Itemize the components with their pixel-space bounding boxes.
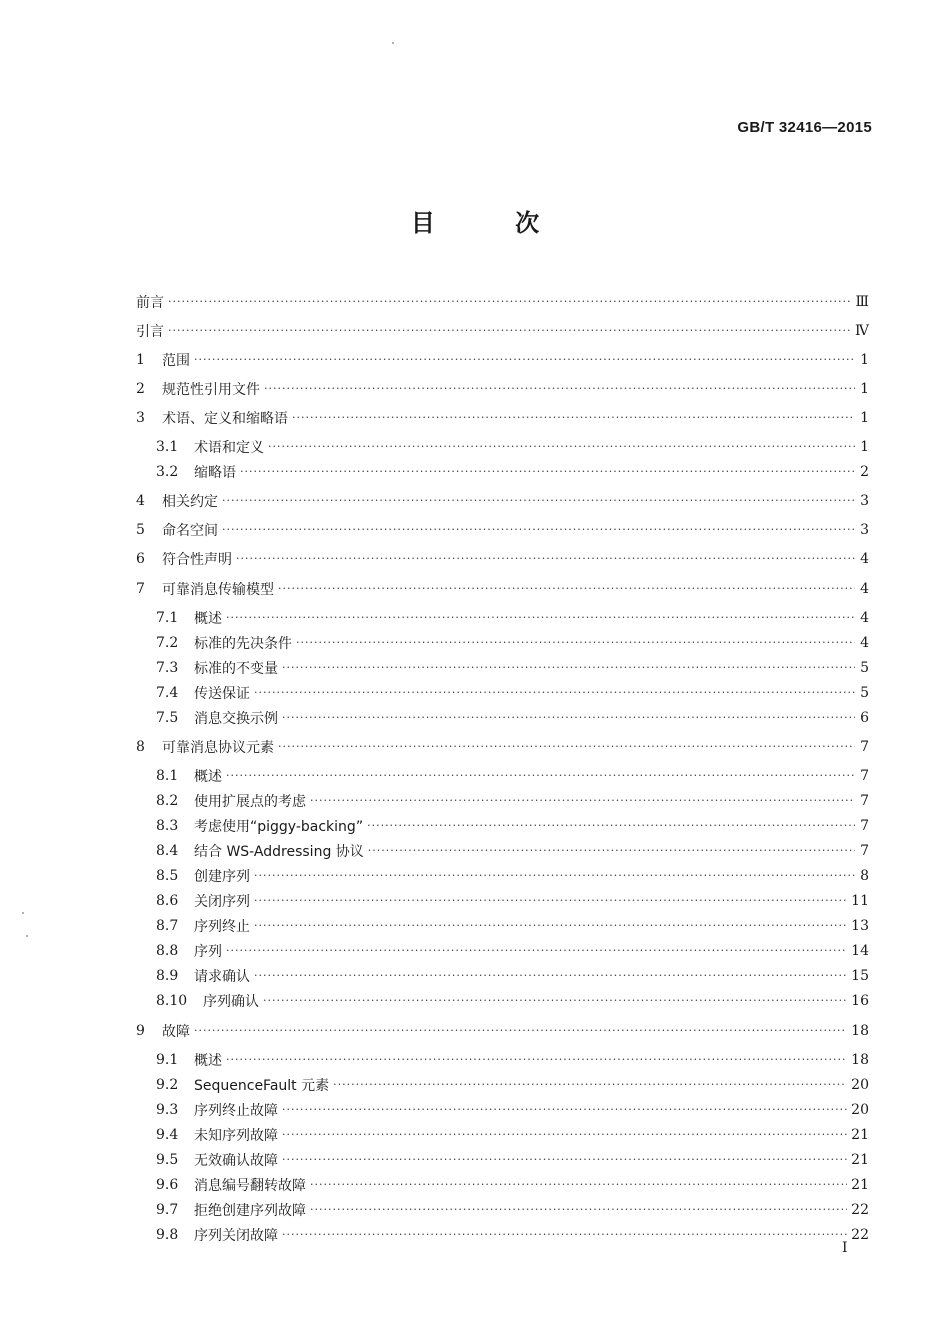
toc-entry-page: 5 bbox=[860, 685, 869, 701]
toc-entry-page: 11 bbox=[851, 893, 869, 909]
toc-entry-label: 关闭序列 bbox=[194, 894, 250, 910]
toc-entry-label: 概述 bbox=[194, 611, 222, 627]
toc-leader-dots bbox=[222, 523, 855, 536]
toc-entry-label: 序列终止 bbox=[194, 919, 250, 935]
toc-leader-dots bbox=[263, 994, 847, 1007]
toc-entry-label: 标准的先决条件 bbox=[194, 636, 292, 652]
toc-entry-page: 14 bbox=[851, 943, 869, 959]
toc-entry-number: 3.1 bbox=[156, 439, 179, 455]
toc-entry-page: 16 bbox=[851, 993, 869, 1009]
toc-leader-dots bbox=[254, 894, 847, 907]
toc-entry-page: 4 bbox=[860, 551, 869, 567]
toc-entry[interactable] bbox=[156, 1174, 869, 1196]
toc-entry-page: 3 bbox=[860, 493, 869, 509]
toc-entry-label: 考虑使用“piggy-backing” bbox=[194, 819, 364, 835]
toc-leader-dots bbox=[282, 1128, 847, 1141]
toc-entry-label: 消息交换示例 bbox=[194, 711, 278, 727]
toc-entry-page: 4 bbox=[860, 635, 869, 651]
toc-entry-page: 1 bbox=[860, 381, 869, 397]
toc-entry-number: 9.5 bbox=[156, 1152, 179, 1168]
toc-entry-page: 7 bbox=[860, 739, 869, 755]
toc-entry-label: 拒绝创建序列故障 bbox=[194, 1203, 306, 1219]
toc-entry-number: 7.2 bbox=[156, 635, 179, 651]
toc-leader-dots bbox=[240, 465, 855, 478]
page-number: I bbox=[842, 1240, 848, 1256]
toc-entry-number: 8.6 bbox=[156, 893, 179, 909]
toc-leader-dots bbox=[310, 794, 855, 807]
toc-entry-label: 结合 WS-Addressing 协议 bbox=[194, 844, 364, 860]
toc-entry[interactable] bbox=[136, 578, 869, 600]
scan-speck bbox=[392, 42, 394, 44]
toc-entry-label: 前言 bbox=[136, 295, 164, 311]
scan-speck bbox=[26, 935, 28, 937]
toc-entry[interactable] bbox=[136, 736, 869, 758]
toc-leader-dots bbox=[296, 636, 855, 649]
toc-entry[interactable] bbox=[156, 965, 869, 987]
toc-entry-page: 7 bbox=[860, 768, 869, 784]
toc-entry[interactable] bbox=[136, 378, 869, 400]
toc-entry-number: 9.4 bbox=[156, 1127, 179, 1143]
toc-entry-page: 18 bbox=[851, 1052, 869, 1068]
toc-entry[interactable] bbox=[156, 1074, 869, 1096]
toc-leader-dots bbox=[282, 711, 855, 724]
toc-leader-dots bbox=[264, 382, 855, 395]
toc-entry-page: 4 bbox=[860, 581, 869, 597]
toc-entry-page: 4 bbox=[860, 610, 869, 626]
toc-entry-page: 1 bbox=[860, 410, 869, 426]
toc-entry-label: 无效确认故障 bbox=[194, 1153, 278, 1169]
toc-leader-dots bbox=[222, 494, 855, 507]
toc-entry-number: 2 bbox=[136, 381, 145, 397]
toc-entry[interactable] bbox=[156, 1099, 869, 1121]
toc-entry-page: 7 bbox=[860, 793, 869, 809]
toc-entry-page: 22 bbox=[851, 1227, 869, 1243]
toc-entry-number: 8 bbox=[136, 739, 145, 755]
toc-entry-number: 9.6 bbox=[156, 1177, 179, 1193]
toc-entry-page: Ⅳ bbox=[855, 323, 869, 339]
toc-entry[interactable] bbox=[156, 815, 869, 837]
toc-entry-label: 序列确认 bbox=[203, 994, 259, 1010]
toc-entry-number: 7 bbox=[136, 581, 145, 597]
toc-leader-dots bbox=[254, 869, 855, 882]
toc-leader-dots bbox=[226, 1053, 847, 1066]
toc-entry-page: 20 bbox=[851, 1077, 869, 1093]
toc-entry-label: 术语和定义 bbox=[194, 440, 264, 456]
toc-entry-label: 请求确认 bbox=[194, 969, 250, 985]
page-title: 目 次 bbox=[410, 209, 576, 237]
toc-entry-number: 4 bbox=[136, 493, 145, 509]
toc-entry-page: 21 bbox=[851, 1152, 869, 1168]
toc-entry-label: 序列 bbox=[194, 944, 222, 960]
toc-entry-label: 范围 bbox=[162, 353, 190, 369]
toc-leader-dots bbox=[310, 1178, 847, 1191]
toc-entry[interactable] bbox=[156, 1149, 869, 1171]
toc-leader-dots bbox=[226, 944, 847, 957]
toc-entry-label: SequenceFault 元素 bbox=[194, 1078, 330, 1094]
toc-entry-number: 8.8 bbox=[156, 943, 179, 959]
toc-entry-page: 8 bbox=[860, 868, 869, 884]
toc-leader-dots bbox=[368, 844, 855, 857]
toc-entry[interactable] bbox=[136, 320, 869, 342]
toc-entry[interactable] bbox=[136, 490, 869, 512]
toc-entry[interactable] bbox=[156, 915, 869, 937]
toc-entry-page: 6 bbox=[860, 710, 869, 726]
toc-leader-dots bbox=[282, 1103, 847, 1116]
toc-leader-dots bbox=[254, 686, 855, 699]
toc-leader-dots bbox=[254, 969, 847, 982]
toc-leader-dots bbox=[268, 440, 855, 453]
toc-entry-page: 1 bbox=[860, 439, 869, 455]
toc-entry[interactable] bbox=[136, 291, 869, 313]
toc-entry-number: 5 bbox=[136, 522, 145, 538]
toc-entry-number: 7.1 bbox=[156, 610, 179, 626]
toc-entry-page: 21 bbox=[851, 1177, 869, 1193]
toc-entry-label: 标准的不变量 bbox=[194, 661, 278, 677]
toc-entry-label: 消息编号翻转故障 bbox=[194, 1178, 306, 1194]
toc-entry-number: 8.10 bbox=[156, 993, 188, 1009]
toc-entry-label: 规范性引用文件 bbox=[162, 382, 260, 398]
toc-entry-number: 8.1 bbox=[156, 768, 179, 784]
toc-entry[interactable] bbox=[136, 519, 869, 541]
toc-entry[interactable] bbox=[156, 765, 869, 787]
toc-leader-dots bbox=[282, 1228, 847, 1241]
toc-entry[interactable] bbox=[156, 1124, 869, 1146]
toc-leader-dots bbox=[278, 740, 855, 753]
toc-entry-number: 8.9 bbox=[156, 968, 179, 984]
toc-entry-label: 创建序列 bbox=[194, 869, 250, 885]
toc-entry[interactable] bbox=[156, 657, 869, 679]
toc-entry[interactable] bbox=[156, 1049, 869, 1071]
toc-entry-number: 8.5 bbox=[156, 868, 179, 884]
toc-entry-number: 8.7 bbox=[156, 918, 179, 934]
toc-entry-label: 故障 bbox=[162, 1024, 190, 1040]
toc-leader-dots bbox=[236, 552, 855, 565]
toc-entry-number: 7.3 bbox=[156, 660, 179, 676]
toc-entry[interactable] bbox=[156, 1224, 869, 1246]
scan-speck bbox=[22, 912, 24, 914]
toc-entry-page: 3 bbox=[860, 522, 869, 538]
toc-entry-number: 6 bbox=[136, 551, 145, 567]
toc-entry-number: 9.7 bbox=[156, 1202, 179, 1218]
toc-leader-dots bbox=[278, 582, 855, 595]
toc-entry[interactable] bbox=[156, 461, 869, 483]
toc-entry-page: 15 bbox=[851, 968, 869, 984]
toc-entry[interactable] bbox=[136, 1020, 869, 1042]
toc-entry-page: 1 bbox=[860, 352, 869, 368]
toc-entry-number: 8.4 bbox=[156, 843, 179, 859]
toc-entry-number: 9 bbox=[136, 1023, 145, 1039]
toc-entry-number: 1 bbox=[136, 352, 145, 368]
toc-entry-page: 21 bbox=[851, 1127, 869, 1143]
toc-entry[interactable] bbox=[156, 707, 869, 729]
toc-entry-number: 9.8 bbox=[156, 1227, 179, 1243]
toc-entry-label: 序列终止故障 bbox=[194, 1103, 278, 1119]
toc-leader-dots bbox=[292, 411, 855, 424]
toc-entry-label: 序列关闭故障 bbox=[194, 1228, 278, 1244]
toc-entry-page: 2 bbox=[860, 464, 869, 480]
toc-entry-number: 3.2 bbox=[156, 464, 179, 480]
toc-entry-label: 传送保证 bbox=[194, 686, 250, 702]
toc-entry-page: 7 bbox=[860, 818, 869, 834]
toc-entry-label: 符合性声明 bbox=[162, 552, 232, 568]
toc-leader-dots bbox=[168, 324, 851, 337]
toc-entry-label: 使用扩展点的考虑 bbox=[194, 794, 306, 810]
toc-entry-label: 相关约定 bbox=[162, 494, 218, 510]
toc-entry-number: 9.2 bbox=[156, 1077, 179, 1093]
toc-entry-label: 可靠消息传输模型 bbox=[162, 582, 274, 598]
toc-leader-dots bbox=[194, 1024, 847, 1037]
toc-entry-label: 术语、定义和缩略语 bbox=[162, 411, 288, 427]
toc-leader-dots bbox=[282, 661, 855, 674]
toc-entry-label: 可靠消息协议元素 bbox=[162, 740, 274, 756]
toc-entry[interactable] bbox=[156, 1199, 869, 1221]
toc-entry-label: 缩略语 bbox=[194, 465, 236, 481]
toc-leader-dots bbox=[226, 769, 855, 782]
toc-entry[interactable] bbox=[156, 632, 869, 654]
toc-entry-page: 5 bbox=[860, 660, 869, 676]
toc-leader-dots bbox=[282, 1153, 847, 1166]
toc-entry-page: Ⅲ bbox=[855, 294, 869, 310]
toc-entry[interactable] bbox=[156, 790, 869, 812]
toc-entry[interactable] bbox=[156, 865, 869, 887]
toc-leader-dots bbox=[254, 919, 847, 932]
toc-entry-label: 引言 bbox=[136, 324, 164, 340]
toc-entry-page: 13 bbox=[851, 918, 869, 934]
toc-entry-page: 22 bbox=[851, 1202, 869, 1218]
toc-entry[interactable] bbox=[156, 840, 869, 862]
toc-entry-number: 9.3 bbox=[156, 1102, 179, 1118]
toc-entry-number: 8.3 bbox=[156, 818, 179, 834]
toc-entry-label: 概述 bbox=[194, 1053, 222, 1069]
toc-entry-number: 7.5 bbox=[156, 710, 179, 726]
toc-entry-number: 9.1 bbox=[156, 1052, 179, 1068]
toc-entry[interactable] bbox=[156, 436, 869, 458]
toc-entry[interactable] bbox=[136, 548, 869, 570]
toc-entry[interactable] bbox=[156, 607, 869, 629]
toc-entry-number: 3 bbox=[136, 410, 145, 426]
toc-entry-page: 20 bbox=[851, 1102, 869, 1118]
toc-entry[interactable] bbox=[136, 349, 869, 371]
toc-entry[interactable] bbox=[136, 407, 869, 429]
toc-entry-number: 7.4 bbox=[156, 685, 179, 701]
toc-entry-page: 18 bbox=[851, 1023, 869, 1039]
toc-entry-number: 8.2 bbox=[156, 793, 179, 809]
toc-entry[interactable] bbox=[156, 890, 869, 912]
toc-entry-page: 7 bbox=[860, 843, 869, 859]
toc-leader-dots bbox=[194, 353, 855, 366]
toc-leader-dots bbox=[226, 611, 855, 624]
toc-entry[interactable] bbox=[156, 940, 869, 962]
toc-leader-dots bbox=[333, 1078, 847, 1091]
toc-entry-label: 概述 bbox=[194, 769, 222, 785]
toc-leader-dots bbox=[310, 1203, 847, 1216]
toc-entry[interactable] bbox=[156, 682, 869, 704]
standard-code: GB/T 32416—2015 bbox=[737, 119, 872, 136]
toc-entry-label: 命名空间 bbox=[162, 523, 218, 539]
toc-entry-label: 未知序列故障 bbox=[194, 1128, 278, 1144]
toc-leader-dots bbox=[168, 295, 851, 308]
toc-entry[interactable] bbox=[156, 990, 869, 1012]
toc-leader-dots bbox=[367, 819, 855, 832]
